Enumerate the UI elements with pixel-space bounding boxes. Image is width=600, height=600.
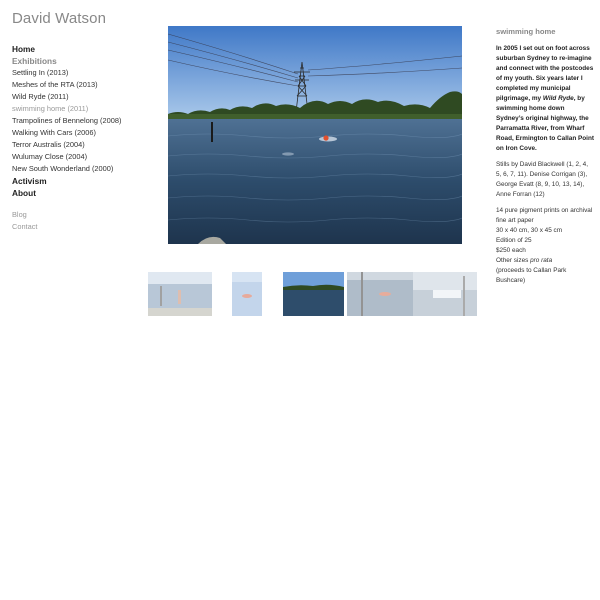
main-nav [12,43,152,233]
river-swimmer-photo [168,26,462,244]
nav-exhibition-walking-with-cars[interactable]: Walking With Cars (2006) [12,128,96,137]
print-other-sizes [496,256,594,266]
thumbnail-3[interactable] [283,272,344,316]
thumbnail-2[interactable] [232,272,262,316]
nav-exhibition-swimming-home[interactable]: swimming home (2011) [12,104,89,113]
print-price: $250 each [496,247,526,254]
exhibition-description [496,27,594,292]
other-sizes-text: Other sizes [496,257,531,264]
site-title[interactable]: David Watson [12,10,107,27]
intro-text-emphasis: Wild Ryde [542,95,574,102]
thumbnail-2-photo [232,272,262,316]
nav-exhibition-settling-in[interactable]: Settling In (2013) [12,68,69,77]
thumbnail-3-photo [283,272,344,316]
print-medium: 14 pure pigment prints on archival fine art paper [496,207,593,224]
thumbnail-5-photo [413,272,477,316]
photo-credits: Stills by David Blackwell (1, 2, 4, 5, 6, 7, 11). Denise Corrigan (3), George Evatt (8, 9, 10, 13, 14), Anne Forran (12) [496,161,588,198]
thumbnail-4[interactable] [347,272,413,316]
nav-exhibition-trampolines[interactable]: Trampolines of Bennelong (2008) [12,116,122,125]
nav-home[interactable]: Home [12,44,36,54]
nav-exhibitions[interactable]: Exhibitions [12,56,57,66]
nav-exhibition-new-south-wonderland[interactable]: New South Wonderland (2000) [12,164,114,173]
nav-exhibition-terror-australis[interactable]: Terror Australis (2004) [12,140,85,149]
exhibition-title: swimming home [496,27,556,36]
nav-blog[interactable]: Blog [12,210,27,219]
intro-text-end: , by swimming home down Sydney’s original highway, the Parramatta River, from Wharf Road, Ermington to Callan Point on Iron Cove. [496,95,594,152]
print-edition: Edition of 25 [496,237,532,244]
nav-activism[interactable]: Activism [12,176,47,186]
nav-exhibition-wulumay-close[interactable]: Wulumay Close (2004) [12,152,88,161]
nav-spacer [12,199,152,209]
thumbnail-4-photo [347,272,413,316]
thumbnail-5[interactable] [413,272,477,316]
nav-exhibition-wild-ryde[interactable]: Wild Ryde (2011) [12,92,69,101]
nav-exhibition-meshes-of-the-rta[interactable]: Meshes of the RTA (2013) [12,80,98,89]
thumbnail-1[interactable] [148,272,212,316]
nav-about[interactable]: About [12,188,36,198]
print-proceeds: (proceeds to Callan Park Bushcare) [496,267,567,284]
print-sizes: 30 x 40 cm, 30 x 45 cm [496,227,563,234]
thumbnail-1-photo [148,272,212,316]
pro-rata-text: pro rata [530,257,553,264]
main-photo [168,26,462,244]
intro-text-start: In 2005 I set out on foot across suburban Sydney to re-imagine and connect with the postcodes of my youth. Six years later I completed my municipal pilgrimage, my [496,45,594,102]
nav-contact[interactable]: Contact [12,222,38,231]
print-details [496,206,594,286]
exhibition-intro [496,44,594,154]
